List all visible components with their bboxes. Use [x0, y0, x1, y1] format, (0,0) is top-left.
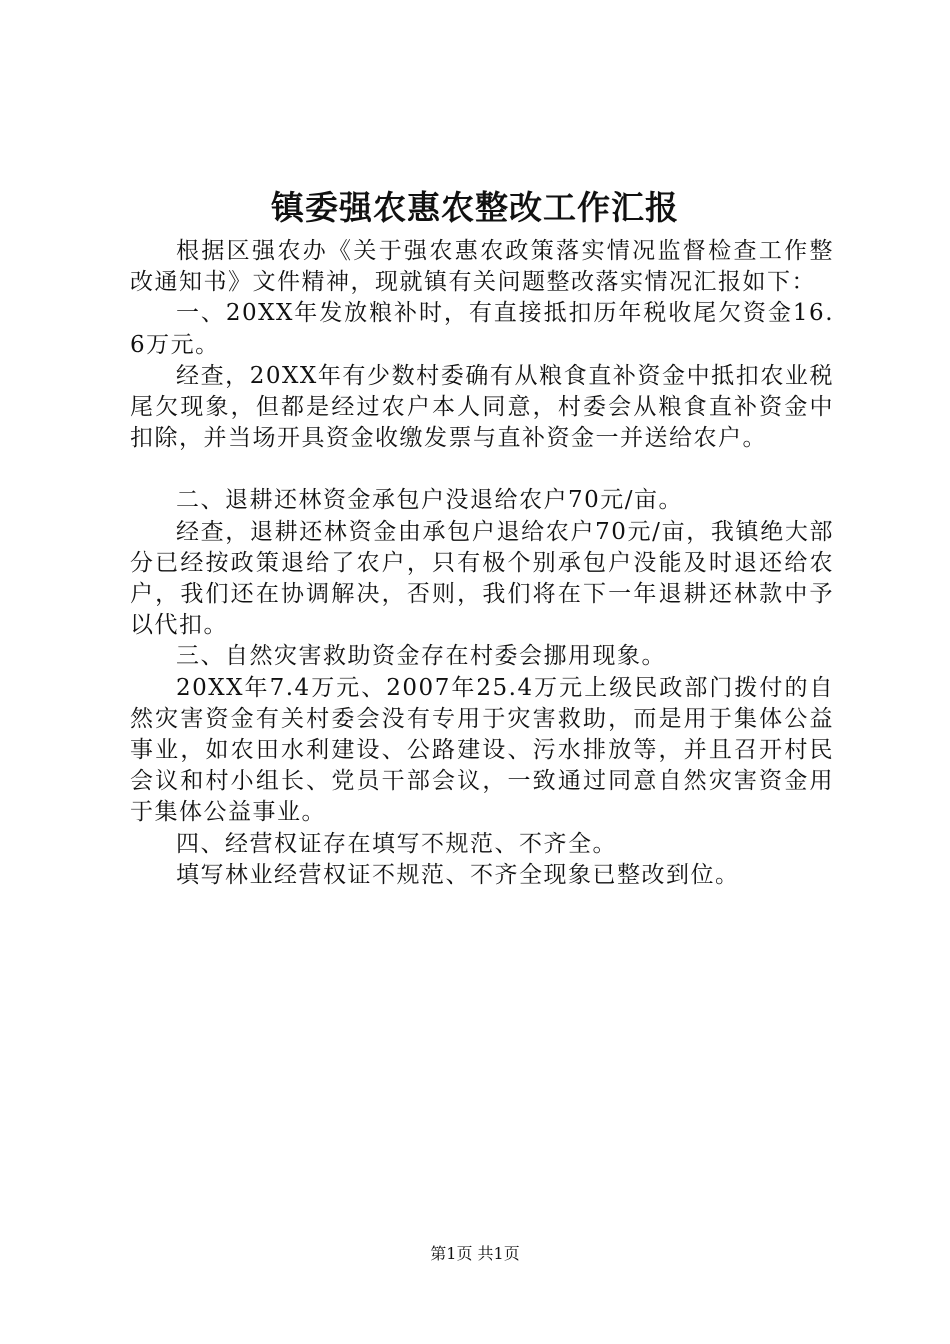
issue-1-response: 经查，20XX年有少数村委确有从粮食直补资金中抵扣农业税尾欠现象，但都是经过农户本人同意，村委会从粮食直补资金中扣除，并当场开具资金收缴发票与直补资金一并送给农户。 [130, 362, 834, 452]
issue-4-response: 填写林业经营权证不规范、不齐全现象已整改到位。 [176, 861, 740, 888]
issue-3-response: 20XX年7.4万元、2007年25.4万元上级民政部门拨付的自然灾害资金有关村委会没有专用于灾害救助，而是用于集体公益事业，如农田水利建设、公路建设、污水排放等，并且召开村民会议和村小组长、党员干部会议，一致通过同意自然灾害资金用于集体公益事业。 [130, 674, 834, 826]
issue-3-heading: 三、自然灾害救助资金存在村委会挪用现象。 [176, 643, 666, 670]
issue-2-heading: 二、退耕还林资金承包户没退给农户70元/亩。 [176, 487, 684, 514]
document-body [130, 236, 834, 891]
issue-1-heading: 一、20XX年发放粮补时，有直接抵扣历年税收尾欠资金16.6万元。 [130, 300, 834, 358]
issue-4-heading: 四、经营权证存在填写不规范、不齐全。 [176, 830, 617, 857]
intro-paragraph: 根据区强农办《关于强农惠农政策落实情况监督检查工作整改通知书》文件精神，现就镇有关问题整改落实情况汇报如下： [130, 238, 834, 296]
document-title: 镇委强农惠农整改工作汇报 [271, 188, 679, 227]
issue-2-response: 经查，退耕还林资金由承包户退给农户70元/亩，我镇绝大部分已经按政策退给了农户，只有极个别承包户没能及时退还给农户，我们还在协调解决，否则，我们将在下一年退耕还林款中予以代扣。 [130, 518, 834, 639]
page-footer: 第1页 共1页 [430, 1244, 520, 1263]
